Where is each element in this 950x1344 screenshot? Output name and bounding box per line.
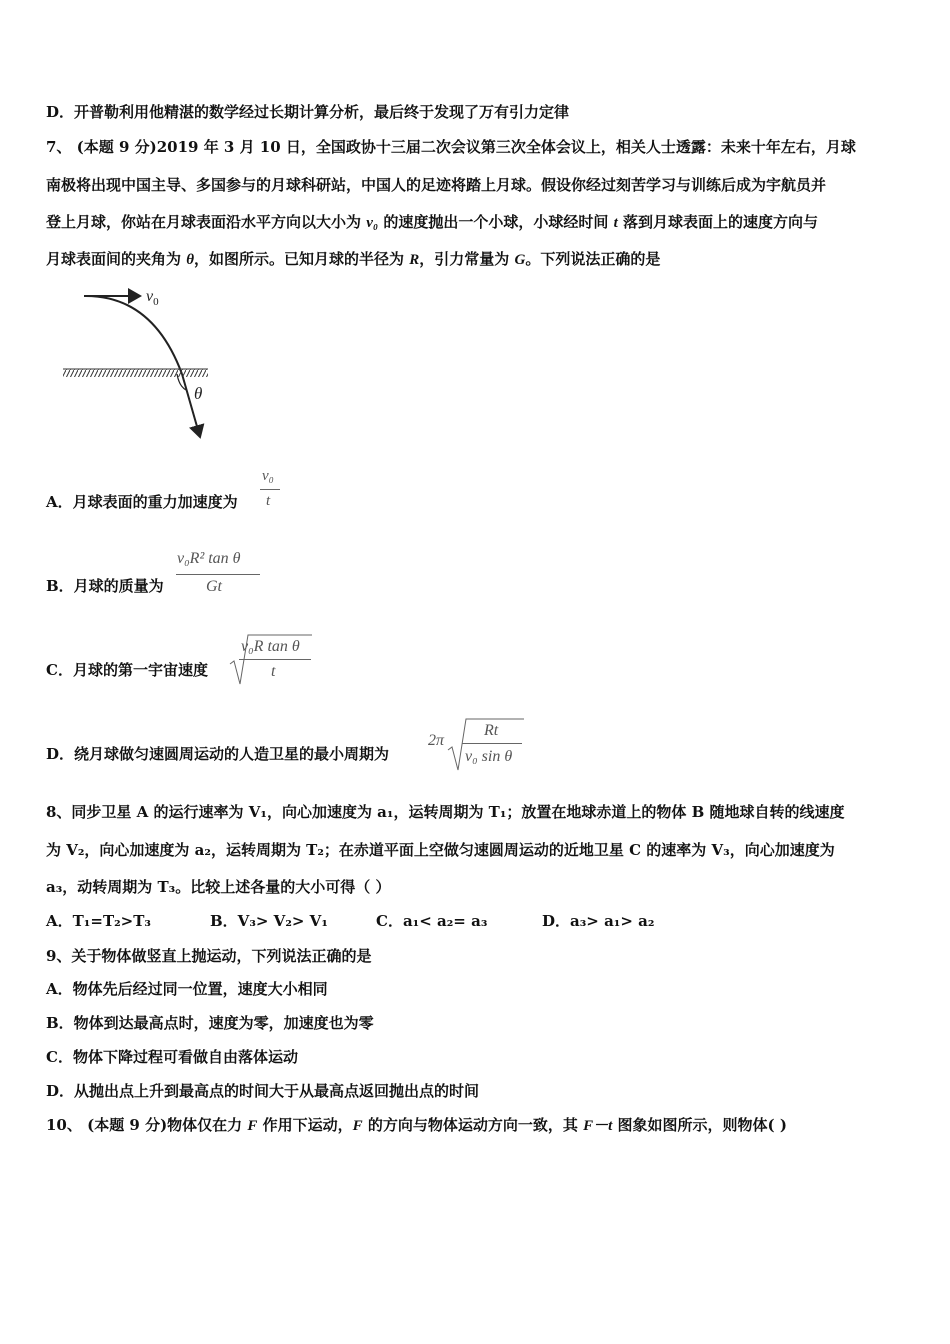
- q8-option-a: A．T₁=T₂>T₃: [46, 912, 151, 930]
- q8-stem-line1: 8、同步卫星 A 的运行速率为 V₁，向心加速度为 a₁，运转周期为 T₁；放置在地球赤道上的物体 B 随地球自转的线速度: [46, 803, 845, 821]
- theta-label: θ: [194, 384, 203, 403]
- q9-option-d: D．从抛出点上升到最高点的时间大于从最高点返回抛出点的时间: [46, 1082, 480, 1100]
- v0-label: $v_0$: [146, 288, 159, 308]
- q9-stem: 9、关于物体做竖直上抛运动，下列说法正确的是: [46, 947, 372, 965]
- q9-option-a: A．物体先后经过同一位置，速度大小相同: [46, 980, 328, 998]
- q7-option-c-denominator: t: [271, 663, 276, 680]
- q7-option-a-fraction-bar: [260, 489, 280, 490]
- q7-option-a-numerator: v₀: [262, 468, 274, 484]
- q7-option-b-fraction-bar: [176, 574, 260, 575]
- q7-option-c-fraction-bar: [239, 659, 311, 660]
- q7-option-b: B．月球的质量为: [46, 577, 164, 595]
- q7-option-d-fraction-bar: [462, 743, 522, 744]
- q9-option-b: B．物体到达最高点时，速度为零，加速度也为零: [46, 1014, 374, 1032]
- q7-option-b-numerator: v₀R² tan θ: [177, 550, 241, 567]
- q8-option-d: D．a₃> a₁> a₂: [542, 912, 655, 930]
- q7-option-b-denominator: Gt: [206, 578, 222, 595]
- q6-option-d: D．开普勒利用他精湛的数学经过长期计算分析，最后终于发现了万有引力定律: [46, 103, 570, 121]
- q7-option-d: D．绕月球做匀速圆周运动的人造卫星的最小周期为: [46, 745, 390, 763]
- q8-stem-line2: 为 V₂，向心加速度为 a₂，运转周期为 T₂；在赤道平面上空做匀速圆周运动的近地卫星 C 的速率为 V₃，向心加速度为: [46, 841, 835, 859]
- q7-option-a: A．月球表面的重力加速度为: [46, 493, 238, 511]
- q7-option-c: C．月球的第一宇宙速度: [46, 661, 208, 679]
- q8-option-c: C．a₁< a₂= a₃: [376, 912, 488, 930]
- q7-option-d-denominator: v₀ sin θ: [465, 748, 513, 765]
- trajectory-curve: [86, 296, 182, 374]
- q7-stem-line4: 月球表面间的夹角为 θ，如图所示。已知月球的半径为 R，引力常量为 G。下列说法正确的是: [46, 250, 661, 268]
- q7-stem-line2: 南极将出现中国主导、多国参与的月球科研站，中国人的足迹将踏上月球。假设你经过刻苦学习与训练后成为宇航员并: [46, 176, 827, 194]
- q10-stem: 10、 (本题 9 分)物体仅在力 F 作用下运动，F 的方向与物体运动方向一致，其 F－t 图象如图所示，则物体( ): [46, 1116, 787, 1134]
- q9-option-c: C．物体下降过程可看做自由落体运动: [46, 1048, 298, 1066]
- q8-stem-line3: a₃，动转周期为 T₃。比较上述各量的大小可得（ ）: [46, 878, 391, 896]
- q8-option-b: B．V₃> V₂> V₁: [210, 912, 328, 930]
- q7-option-d-numerator: Rt: [484, 722, 499, 739]
- q7-option-c-numerator: v₀R tan θ: [241, 638, 300, 655]
- q7-stem-line3: 登上月球，你站在月球表面沿水平方向以大小为 v₀ 的速度抛出一个小球，小球经时间 t 落到月球表面上的速度方向与: [46, 213, 818, 231]
- projectile-figure: [58, 282, 228, 447]
- q7-option-d-prefix: 2π: [428, 732, 445, 749]
- q7-stem-line1: 7、 (本题 9 分)2019 年 3 月 10 日，全国政协十三届二次会议第三次全体会议上，相关人士透露：未来十年左右，月球: [46, 138, 856, 156]
- ground-surface: [63, 369, 208, 377]
- q7-option-a-denominator: t: [266, 493, 271, 509]
